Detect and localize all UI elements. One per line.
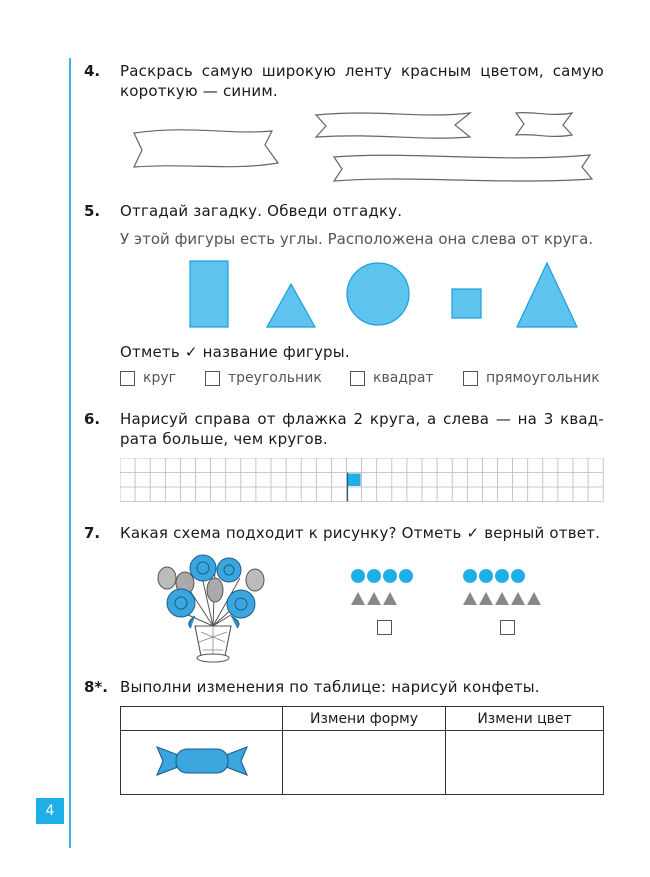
- task4-line1: Раскрась самую широкую ленту красным цветом, самую: [120, 62, 604, 80]
- scheme-circle: [463, 569, 477, 583]
- table-header-color: Измени цвет: [446, 707, 604, 731]
- task6-line2: рата больше, чем кругов.: [120, 430, 328, 448]
- task5-riddle: У этой фигуры есть углы. Расположена она слева от круга.: [120, 230, 594, 248]
- scheme-triangle: [527, 592, 541, 605]
- flower-vase-picture: [155, 548, 270, 673]
- figures-row: [180, 255, 600, 335]
- scheme-circle: [495, 569, 509, 583]
- scheme-triangle: [367, 592, 381, 605]
- task5-check-prompt: Отметь ✓ название фигуры.: [120, 343, 350, 361]
- scheme-a-checkbox[interactable]: [377, 620, 392, 635]
- option-label: треугольник: [228, 370, 322, 386]
- option-triangle[interactable]: [205, 370, 322, 386]
- task5-number: 5.: [84, 202, 101, 220]
- task6-number: 6.: [84, 410, 101, 428]
- figure-rectangle[interactable]: [190, 261, 228, 327]
- scheme-triangle: [463, 592, 477, 605]
- task4-number: 4.: [84, 62, 101, 80]
- task8-number: 8*.: [84, 678, 108, 696]
- figure-square[interactable]: [452, 289, 481, 318]
- candy-icon: [154, 741, 250, 781]
- flag-square: [348, 474, 361, 487]
- task4-line2: короткую — синим.: [120, 82, 278, 100]
- task7-instruction: Какая схема подходит к рисунку? Отметь ✓ верный ответ.: [120, 524, 601, 542]
- table-header-empty: [121, 707, 283, 731]
- changes-table: [120, 706, 604, 795]
- task5-instruction: Отгадай загадку. Обведи отгадку.: [120, 202, 403, 220]
- scheme-triangle: [383, 592, 397, 605]
- scheme-triangle: [479, 592, 493, 605]
- scheme-circle: [399, 569, 413, 583]
- task6-line1: Нарисуй справа от флажка 2 круга, а слева — на 3 квад-: [120, 410, 604, 428]
- scheme-b: [462, 568, 552, 610]
- scheme-b-checkbox[interactable]: [500, 620, 515, 635]
- scheme-circle: [383, 569, 397, 583]
- checkbox[interactable]: [463, 371, 478, 386]
- scheme-circle: [511, 569, 525, 583]
- page-number: 4: [36, 798, 64, 824]
- task7-number: 7.: [84, 524, 101, 542]
- option-label: круг: [143, 370, 176, 386]
- ribbon-wide[interactable]: [134, 130, 278, 167]
- scheme-circle: [479, 569, 493, 583]
- figure-triangle-large[interactable]: [517, 263, 577, 327]
- margin-line: [69, 58, 71, 848]
- scheme-triangle: [351, 592, 365, 605]
- option-square[interactable]: [350, 370, 434, 386]
- drawing-grid[interactable]: [120, 458, 606, 502]
- checkbox[interactable]: [120, 371, 135, 386]
- checkbox[interactable]: [205, 371, 220, 386]
- scheme-a: [350, 568, 430, 610]
- scheme-triangle: [495, 592, 509, 605]
- scheme-circle: [367, 569, 381, 583]
- checkbox[interactable]: [350, 371, 365, 386]
- scheme-circle: [351, 569, 365, 583]
- candy-cell: [121, 731, 283, 795]
- option-label: прямоугольник: [486, 370, 600, 386]
- task8-instruction: Выполни изменения по таблице: нарисуй конфеты.: [120, 678, 540, 696]
- table-header-shape: Измени форму: [283, 707, 446, 731]
- option-label: квадрат: [373, 370, 434, 386]
- draw-shape-cell[interactable]: [283, 731, 446, 795]
- ribbon-long-bottom[interactable]: [334, 155, 592, 181]
- figure-triangle-small[interactable]: [267, 284, 315, 327]
- draw-color-cell[interactable]: [446, 731, 604, 795]
- option-circle[interactable]: [120, 370, 176, 386]
- ribbon-long-top[interactable]: [316, 113, 470, 138]
- scheme-triangle: [511, 592, 525, 605]
- figure-circle[interactable]: [347, 263, 409, 325]
- ribbons: [120, 105, 610, 190]
- option-rectangle[interactable]: [463, 370, 600, 386]
- ribbon-short[interactable]: [516, 113, 572, 137]
